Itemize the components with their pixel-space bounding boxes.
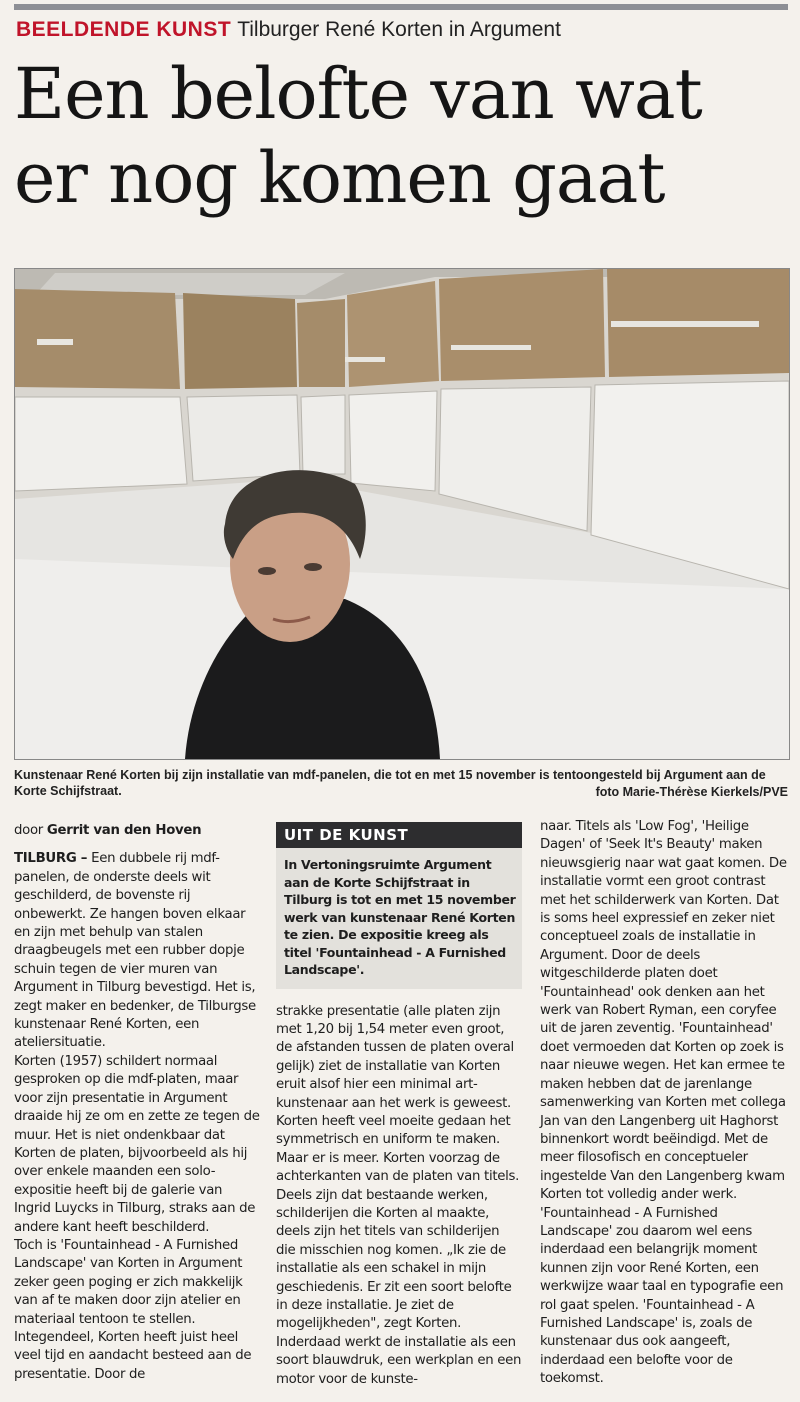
paragraph: Toch is 'Fountainhead - A Furnished Landscape' van Korten in Argument zeker geen poging er zich makkelijk van af te maken door zijn atelier en materiaal tentoon te stellen. Integendeel, Korten heeft juist heel veel tijd en aandacht besteed aan de presentatie. Door de	[14, 1237, 252, 1382]
byline	[14, 822, 262, 840]
kicker-subtitle: Tilburger René Korten in Argument	[237, 18, 561, 41]
category-label: BEELDENDE KUNST	[16, 18, 232, 41]
info-box-text: In Vertoningsruimte Argument aan de Korte Schijfstraat in Tilburg is tot en met 15 november werk van kunstenaar René Korten te zien. De expositie kreeg als titel 'Fountainhead - A Furnished Landscape'.	[284, 857, 516, 977]
dateline: TILBURG –	[14, 851, 88, 867]
info-box-title: UIT DE KUNST	[276, 822, 522, 848]
gallery-photo-illustration	[15, 269, 789, 759]
paragraph-text: Een dubbele rij mdf-panelen, de onderste deels wit geschilderd, de bovenste rij onbewerkt. Ze hangen boven elkaar en zijn met behulp van stalen draagbeugels met een rubber dopje schuin tegen de vier muren van Argument in Tilburg bevestigd. Het is, zegt maker en bedenker, de Tilburgse kunstenaar René Korten, een ateliersituatie.	[14, 851, 256, 1051]
paragraph: Inderdaad werkt de installatie als een soort blauwdruk, een werkplan en een motor voor de kunste-	[276, 1334, 522, 1387]
article-column-1	[14, 822, 262, 1384]
top-rule	[14, 4, 788, 10]
section-kicker	[16, 18, 561, 42]
paragraph	[14, 850, 262, 1052]
byline-author: Gerrit van den Hoven	[46, 823, 202, 838]
headline	[14, 52, 794, 220]
info-box	[276, 822, 522, 989]
headline-line-1: Een belofte van wat	[14, 53, 702, 135]
article-photo	[14, 268, 790, 760]
headline-line-2: er nog komen gaat	[14, 137, 665, 219]
article-column-3	[540, 818, 790, 1389]
byline-prefix: door	[14, 823, 43, 838]
paragraph: strakke presentatie (alle platen zijn met 1,20 bij 1,54 meter even groot, de afstanden tussen de platen overal gelijk) ziet de installatie van Korten eruit alsof hier een minimal art-kunstenaar aan het werk is geweest. Korten heeft veel moeite gedaan het symmetrisch en uniform te maken. Maar er is meer. Korten voorzag de achterkanten van de platen van titels. Deels zijn dat bestaande werken, schilderijen die Korten al maakte, deels zijn het titels van schilderijen die misschien nog komen. „Ik zie de installatie als een schakel in mijn geschiedenis. Er zit een soort belofte in deze installatie. Je ziet de mogelijkheden", zegt Korten.	[276, 1003, 520, 1332]
paragraph: naar. Titels als 'Low Fog', 'Heilige Dagen' of 'Seek It's Beauty' maken nieuwsgierig naar wat gaat komen. De installatie vormt een groot contrast met het schilderwerk van Korten. Dat is soms heel expressief en zeker niet conceptueel zoals de installatie in Argument. Door de deels witgeschilderde platen doet 'Fountainhead' ook denken aan het werk van Robert Ryman, een coryfee uit de jaren zeventig. 'Fountainhead' doet vermoeden dat Korten op zoek is naar nieuwe wegen. Het kan ermee te maken hebben dat de jarenlange samenwerking van Korten met collega Jan van den Langenberg uit Haghorst binnenkort wordt beëindigd. Met de meer filosofisch en conceptueler ingestelde Van den Langenberg kwam Korten tot volledig ander werk. 'Fountainhead - A Furnished Landscape' zou daarom wel eens inderdaad een belangrijk moment kunnen zijn voor René Korten, een werkwijze waar taal en typografie een rol gaat spelen. 'Fountainhead - A Furnished Landscape' is, zoals de kunstenaar dus ook aangeeft, inderdaad een belofte voor de toekomst.	[540, 819, 787, 1387]
photo-caption: Kunstenaar René Korten bij zijn installatie van mdf-panelen, die tot en met 15 november is tentoongesteld bij Argument aan de Korte Schijfstraat.	[14, 768, 766, 798]
article-column-2	[276, 822, 522, 1389]
paragraph: Korten (1957) schildert normaal gesproken op die mdf-platen, maar voor zijn presentatie in Argument draaide hij ze om en zette ze tegen de muur. Het is niet ondenkbaar dat Korten de platen, bijvoorbeeld als hij over enkele maanden een solo-expositie heeft bij de galerie van Ingrid Luycks in Tilburg, straks aan de andere kant heeft beschilderd.	[14, 1053, 260, 1235]
photo-credit: foto Marie-Thérèse Kierkels/PVE	[595, 785, 788, 799]
